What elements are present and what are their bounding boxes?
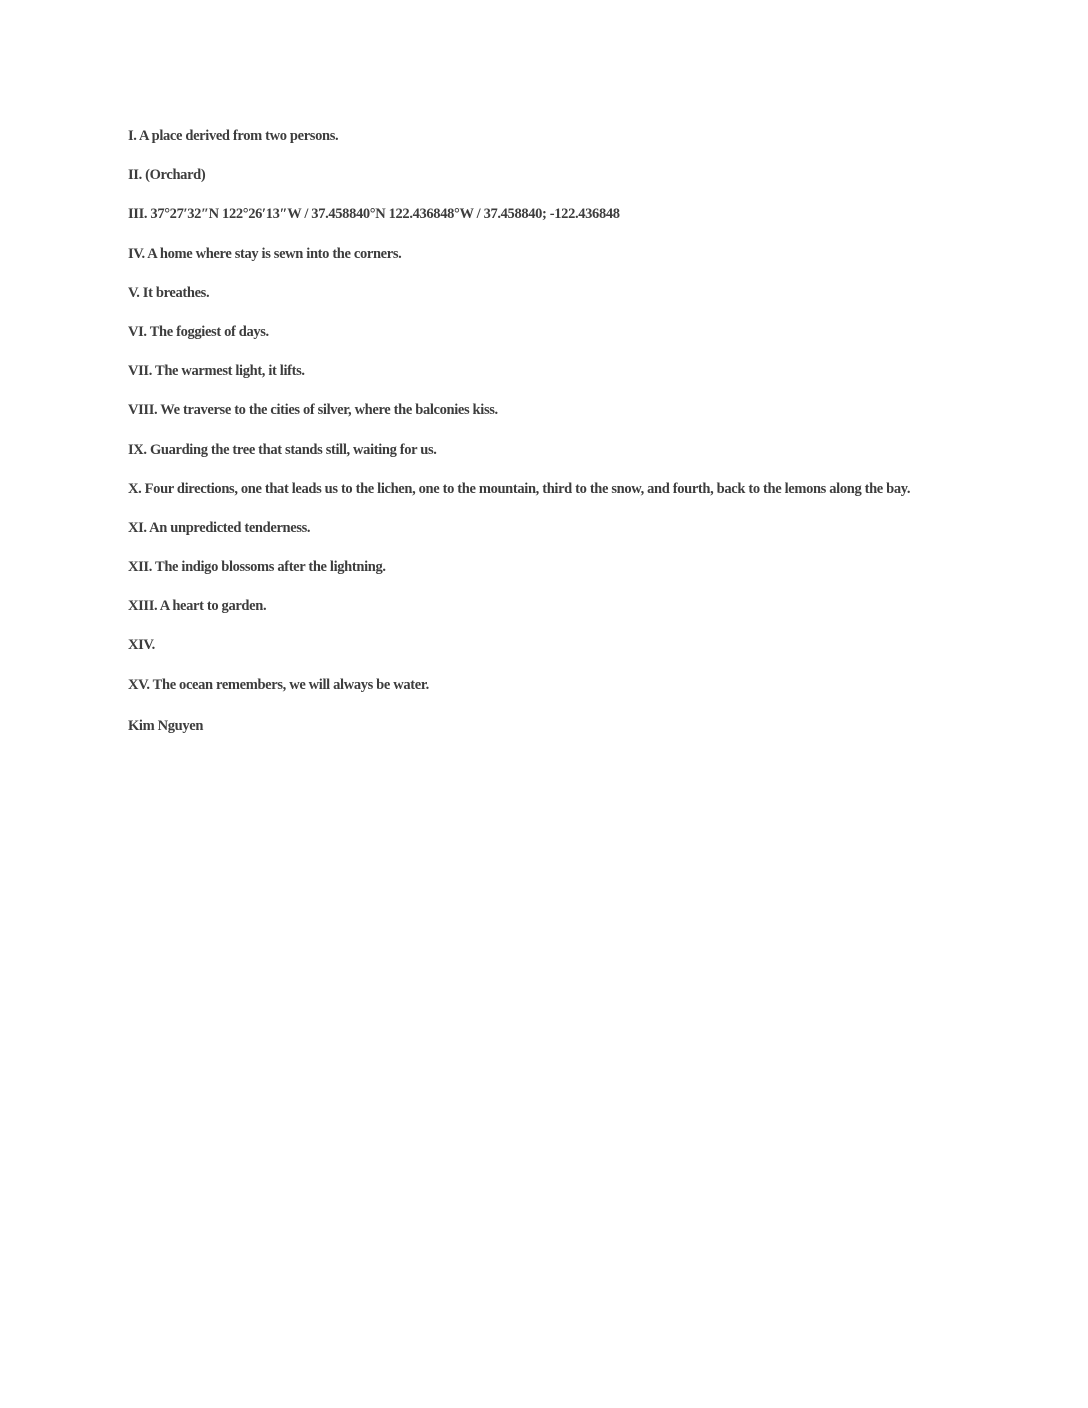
stanza-line: XV. The ocean remembers, we will always be water. — [128, 676, 429, 693]
stanza-line: VI. The foggiest of days. — [128, 323, 269, 340]
stanza-line: IX. Guarding the tree that stands still, waiting for us. — [128, 441, 437, 458]
stanza-line: VII. The warmest light, it lifts. — [128, 363, 305, 380]
author-name: Kim Nguyen — [128, 717, 204, 734]
stanza-line: VIII. We traverse to the cities of silver, where the balconies kiss. — [128, 402, 498, 419]
stanza-line: V. It breathes. — [128, 284, 210, 301]
stanza-line: I. A place derived from two persons. — [128, 128, 339, 144]
stanza-line: IV. A home where stay is sewn into the corners. — [128, 245, 402, 262]
stanza-line: XI. An unpredicted tenderness. — [128, 519, 311, 536]
poem-body — [128, 126, 1028, 736]
stanza-line: III. 37°27′32″N 122°26′13″W / 37.458840°N 122.436848°W / 37.458840; -122.436848 — [128, 206, 620, 223]
stanza-line: II. (Orchard) — [128, 167, 206, 184]
stanza-line: X. Four directions, one that leads us to the lichen, one to the mountain, third to the snow, and fourth, back to the lemons along the bay. — [128, 480, 911, 497]
stanza-line: XII. The indigo blossoms after the lightning. — [128, 559, 386, 576]
stanza-line: XIII. A heart to garden. — [128, 598, 267, 615]
stanza-line: XIV. — [128, 637, 155, 654]
